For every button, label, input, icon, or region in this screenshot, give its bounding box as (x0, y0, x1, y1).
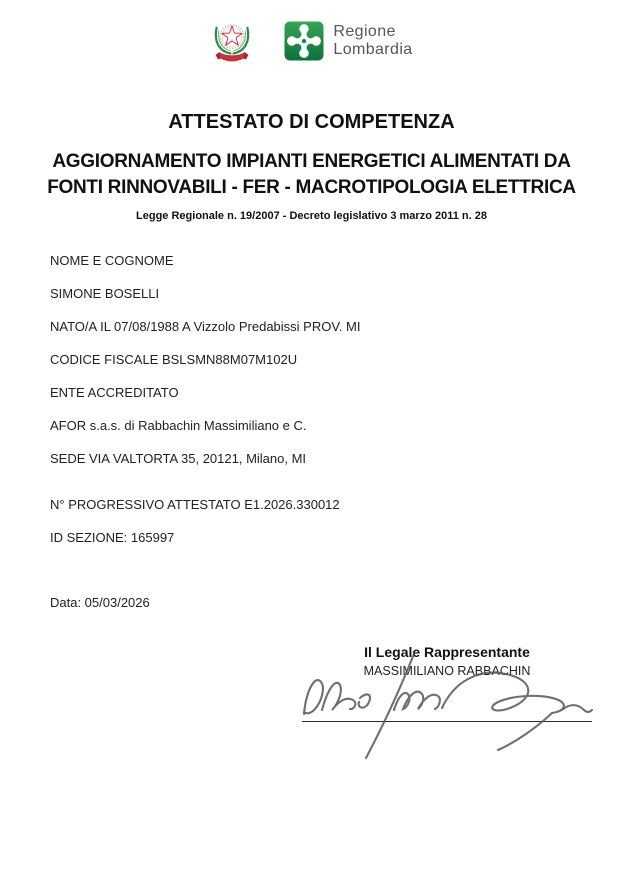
law-reference: Legge Regionale n. 19/2007 - Decreto legislativo 3 marzo 2011 n. 28 (136, 210, 487, 222)
rosa-camuna-icon (284, 21, 324, 61)
course-title-line1: AGGIORNAMENTO IMPIANTI ENERGETICI ALIMENTATI DA (52, 151, 571, 172)
nome-cognome-label: NOME E COGNOME (50, 253, 174, 268)
signature-role: Il Legale Rappresentante (364, 644, 530, 660)
document-title: ATTESTATO DI COMPETENZA (168, 111, 455, 133)
progressivo-attestato-line: N° PROGRESSIVO ATTESTATO E1.2026.330012 (50, 497, 340, 512)
italy-republic-emblem-icon (210, 18, 254, 64)
signatory-name: MASSIMILIANO RABBACHIN (363, 664, 531, 678)
signature-line (302, 721, 592, 722)
data-line: Data: 05/03/2026 (50, 595, 150, 610)
region-word-lombardia: Lombardia (333, 41, 413, 58)
ente-accreditato-value: AFOR s.a.s. di Rabbachin Massimiliano e C. (50, 418, 307, 433)
codice-fiscale-line: CODICE FISCALE BSLSMN88M07M102U (50, 352, 298, 367)
ente-accreditato-label: ENTE ACCREDITATO (50, 385, 179, 400)
course-title-line2: FONTI RINNOVABILI - FER - MACROTIPOLOGIA ELETTRICA (47, 177, 576, 198)
course-title (0, 149, 623, 201)
id-sezione-line: ID SEZIONE: 165997 (50, 530, 175, 545)
region-word-regione: Regione (333, 22, 396, 40)
header-logos (0, 0, 623, 64)
signature-block (302, 644, 592, 722)
regione-lombardia-logo (284, 21, 412, 61)
birth-line: NATO/A IL 07/08/1988 A Vizzolo Predabissi PROV. MI (50, 319, 361, 334)
certificate-fields (0, 253, 623, 611)
sede-line: SEDE VIA VALTORTA 35, 20121, Milano, MI (50, 451, 307, 466)
nome-cognome-value: SIMONE BOSELLI (50, 286, 160, 301)
regione-lombardia-wordmark (333, 23, 412, 60)
